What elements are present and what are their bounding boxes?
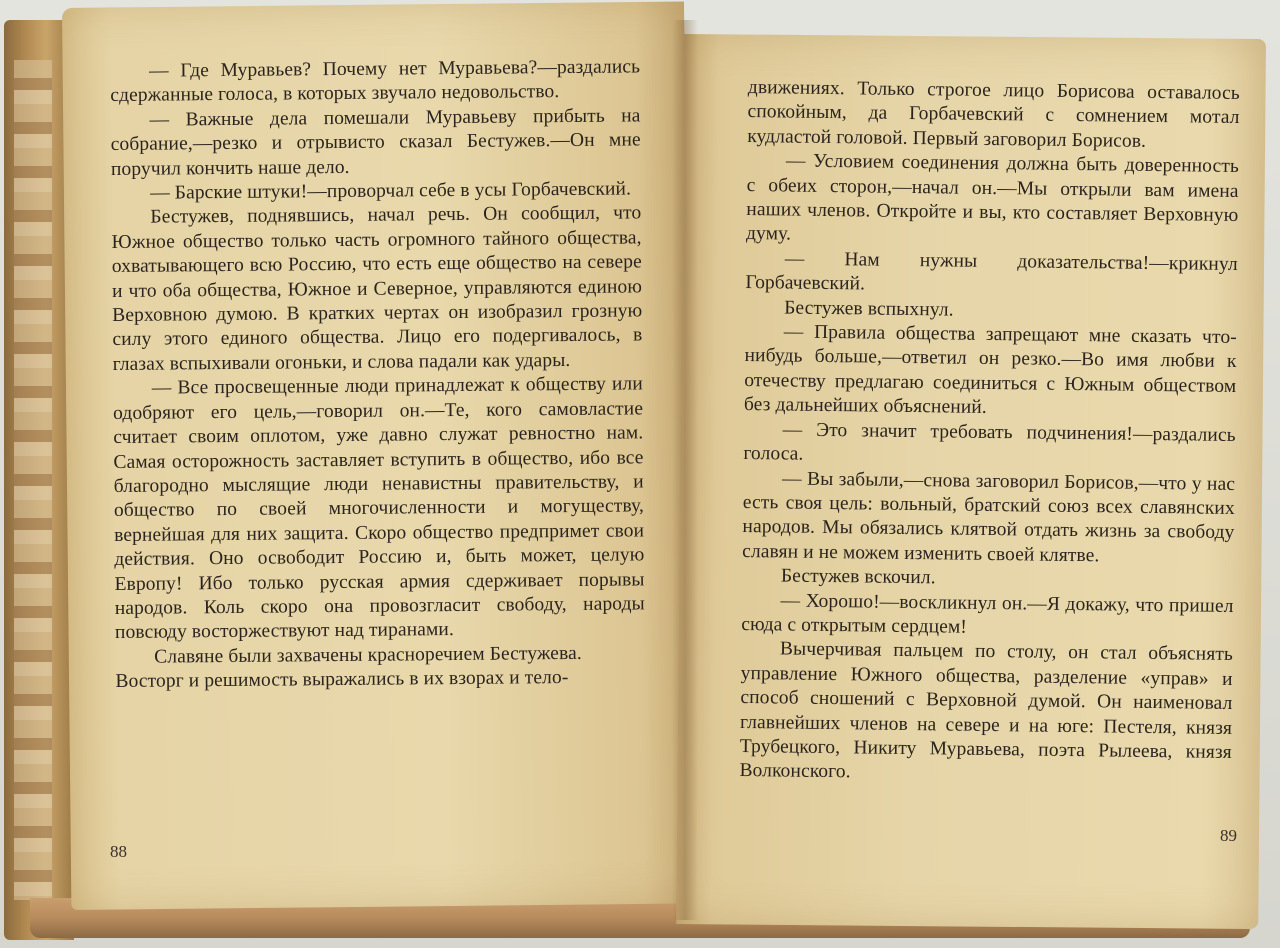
- paragraph: — Условием соединения должна быть доверенность с обеих сторон,—начал он.—Мы открыли вам имена наших членов. Откройте и вы, кто составляет Верховную думу.: [745, 150, 1240, 245]
- paragraph: — Важные дела помешали Муравьеву прибыть на собрание,—резко и отрывисто сказал Бестужев.—Он мне поручил кончить наше дело.: [110, 105, 641, 180]
- paragraph: Бестужев, поднявшись, начал речь. Он сообщил, что Южное общество только часть огромного тайного общества, охватывающего всю Россию, что есть еще общество на севере и что оба общества, Южное и Северное, управляются единою Верховною думою. В кратких чертах он изобразил грозную силу этого единого общества. Лицо его подергивалось, в глазах вспыхивали огоньки, и слова падали как удары.: [111, 202, 643, 375]
- paragraph: — Хорошо!—воскликнул он.—Я докажу, что пришел сюда с открытым сердцем!: [741, 589, 1234, 638]
- paragraph: — Нам нужны доказательства!—крикнул Горбачевский.: [745, 248, 1238, 295]
- paragraph: движениях. Только строгое лицо Борисова оставалось спокойным, да Горбачевский с сомнением мотал кудластой головой. Первый заговорил Борисов.: [747, 76, 1240, 152]
- paragraph: Вычерчивая пальцем по столу, он стал объяснять управление Южного общества, разделение «управ» и способ сношений с Верховной думой. Он наименовал главнейших членов на севере и на юге: Пестеля, князя Трубецкого, Никиту Муравьева, поэта Рылеева, князя Волконского.: [739, 638, 1234, 783]
- paragraph: — Все просвещенные люди принадлежат к обществу или одобряют его цель,—говорил он.—Те, кого самовластие считает своим оплотом, уже давно служат ревностно нам. Самая осторожность заставляет вступить в общество, ибо все благородно мыслящие люди ненавистны правительству, и общество по своей многочисленности и могуществу, вернейшая для них защита. Скоро общество предпримет свои действия. Оно освободит Россию и, быть может, целую Европу! Ибо только русская армия сдерживает порывы народов. Коль скоро она провозгласит свободу, народы повсюду восторжествуют над тиранами.: [112, 373, 645, 644]
- paragraph: Бестужев вскочил.: [780, 565, 936, 589]
- paragraph: Славяне были захвачены красноречием Бестужева. Восторг и решимость выражались в их взорах и тело-: [115, 642, 582, 693]
- paragraph: — Это значит требовать подчинения!—раздались голоса.: [743, 419, 1236, 465]
- paragraph: — Барские штуки!—проворчал себе в усы Горбачевский.: [150, 178, 632, 204]
- right-page-text: [739, 76, 1240, 790]
- paragraph: — Вы забыли,—снова заговорил Борисов,—что у нас есть своя цель: вольный, братский союз всех славянских народов. Мы обязались клятвой отдать жизнь за свободу славян и не можем изменить своей клятве.: [742, 467, 1236, 567]
- left-page-text: [110, 55, 646, 694]
- book-gutter: [672, 20, 698, 920]
- page-number-right: 89: [1220, 826, 1237, 845]
- paragraph: Бестужев вспыхнул.: [784, 297, 954, 321]
- paragraph: — Где Муравьев? Почему нет Муравьева?—раздались сдержанные голоса, в которых звучало недовольство.: [110, 56, 641, 107]
- paragraph: — Правила общества запрещают мне сказать что-нибудь больше,—ответил он резко.—Во имя любви к отечеству предлагаю соединиться с Южным обществом без дальнейших объяснений.: [743, 321, 1237, 419]
- page-number-left: 88: [110, 842, 127, 861]
